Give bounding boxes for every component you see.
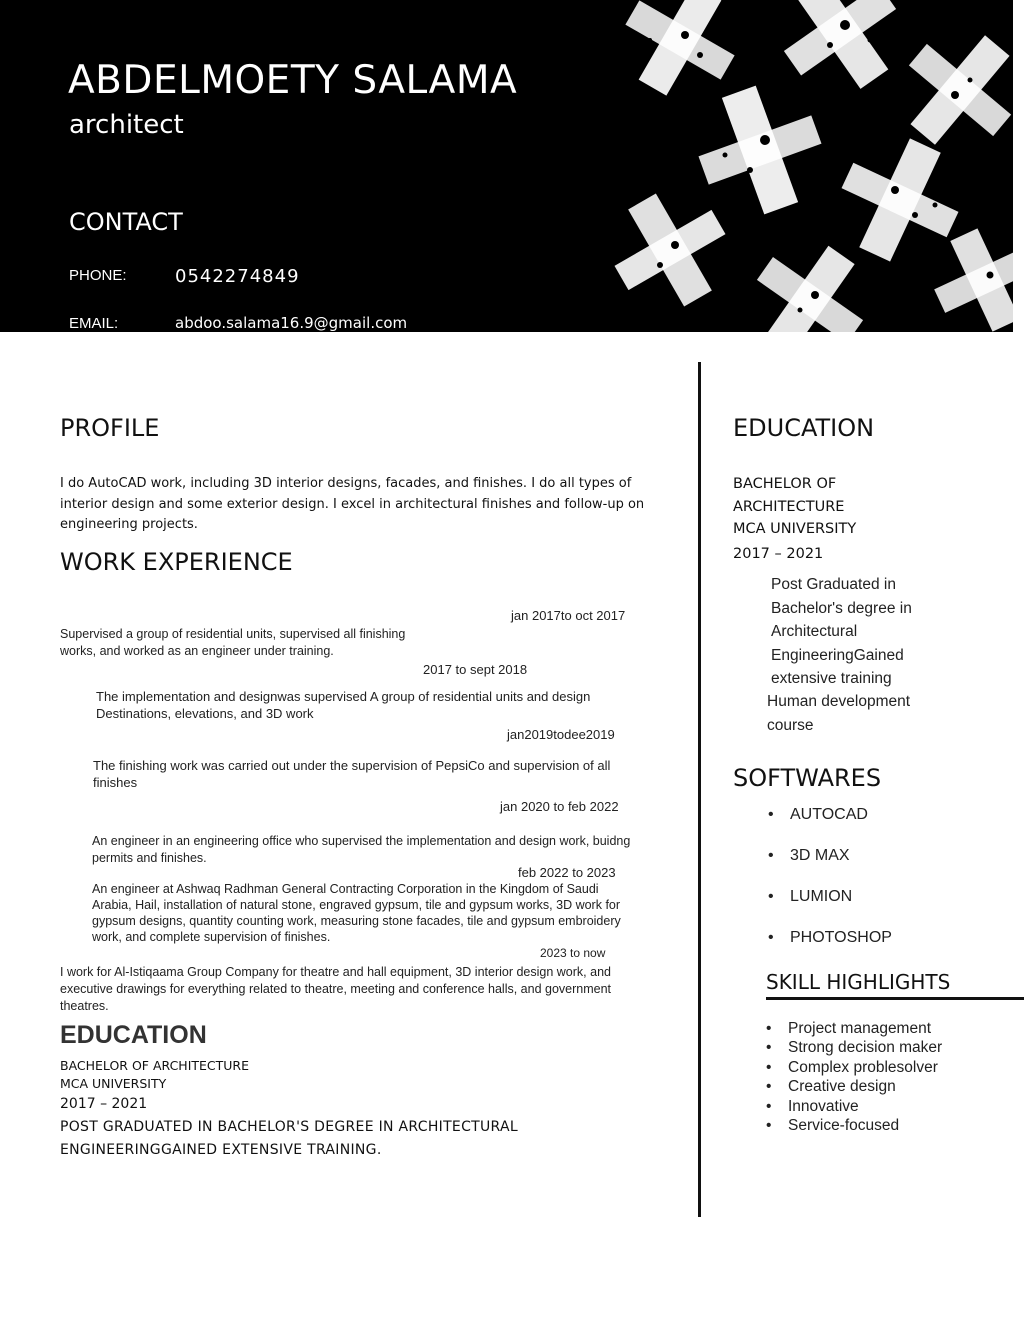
education-note: Post Graduated in Bachelor's degree in Architectural EngineeringGained extensive training (771, 576, 912, 687)
skill-item: • Project management (766, 1019, 942, 1038)
skill-underline (766, 997, 1024, 1000)
job-date: 2017 to sept 2018 (423, 662, 528, 677)
skill-item: • Complex problesolver (766, 1058, 942, 1077)
course: Human development course (767, 693, 911, 734)
university: MCA UNIVERSITY (60, 1076, 167, 1091)
email-value[interactable]: abdoo.salama16.9@gmail.com (175, 314, 408, 332)
skill-item: • Strong decision maker (766, 1038, 942, 1057)
degree-line: BACHELOR OF (733, 476, 837, 492)
skill-highlights-heading: SKILL HIGHLIGHTS (766, 970, 951, 994)
work-experience-heading: WORK EXPERIENCE (60, 548, 293, 576)
job-description: An engineer in an engineering office who supervised the implementation and design work, buidng permits and finishes. (92, 834, 631, 865)
job-date: jan 2020 to feb 2022 (500, 799, 619, 814)
university: MCA UNIVERSITY (733, 521, 857, 537)
degree-line: ARCHITECTURE (733, 499, 845, 515)
job-date: feb 2022 to 2023 (518, 865, 616, 880)
skill-item: • Creative design (766, 1077, 942, 1096)
job-description: I work for Al-Istiqaama Group Company for theatre and hall equipment, 3D interior design work, and executive drawings for everything related to theatre, meeting and conference halls, and government theatres. (60, 965, 612, 1013)
education-note: POST GRADUATED IN BACHELOR'S DEGREE IN ARCHITECTURAL (60, 1119, 518, 1135)
education-heading-left: EDUCATION (60, 1021, 207, 1049)
degree: BACHELOR OF ARCHITECTURE (60, 1058, 250, 1073)
education-heading: EDUCATION (733, 414, 875, 442)
software-item: • PHOTOSHOP (768, 929, 892, 970)
job-description: The finishing work was carried out under the supervision of PepsiCo and supervision of all finishes (93, 758, 611, 790)
education-years: 2017 – 2021 (733, 546, 824, 562)
skill-item: • Service-focused (766, 1116, 942, 1135)
skill-item: • Innovative (766, 1097, 942, 1116)
softwares-heading: SOFTWARES (733, 764, 882, 792)
software-item: • LUMION (768, 888, 892, 929)
education-years: 2017 – 2021 (60, 1096, 148, 1112)
email-label: EMAIL: (69, 315, 119, 332)
job-description: An engineer at Ashwaq Radhman General Contracting Corporation in the Kingdom of Saudi Arabia, Hail, installation of natural stone, engraved gypsum, tile and gypsum works, 3D work for gypsum designs, quantity counting work, measuring stone facades, tile and gypsum embroidery work, and complete supervision of finishes. (92, 882, 621, 944)
education-note: ENGINEERINGGAINED EXTENSIVE TRAINING. (60, 1142, 382, 1158)
profile-heading: PROFILE (60, 414, 160, 442)
software-list (768, 806, 892, 970)
job-description: The implementation and designwas supervised A group of residential units and design Destinations, elevations, and 3D work (96, 689, 591, 721)
brush-cross-pattern (590, 0, 1013, 332)
job-date: 2023 to now (540, 946, 606, 960)
contact-heading: CONTACT (69, 208, 183, 236)
software-item: • AUTOCAD (768, 806, 892, 847)
header-banner (0, 0, 1013, 332)
job-date: jan2019todee2019 (507, 727, 615, 742)
candidate-name: ABDELMOETY SALAMA (68, 58, 518, 103)
skill-list (766, 1019, 942, 1135)
job-description: Supervised a group of residential units, supervised all finishing works, and worked as an engineer under training. (60, 627, 406, 658)
profile-text: I do AutoCAD work, including 3D interior designs, facades, and finishes. I do all types of interior design and some exterior design. I excel in architectural finishes and follow-up on engineering projects. (60, 476, 645, 532)
phone-label: PHONE: (69, 267, 127, 284)
column-divider (698, 362, 701, 1217)
job-title: architect (69, 110, 184, 140)
phone-value[interactable]: 0542274849 (175, 266, 300, 287)
software-item: • 3D MAX (768, 847, 892, 888)
job-date: jan 2017to oct 2017 (511, 608, 626, 623)
